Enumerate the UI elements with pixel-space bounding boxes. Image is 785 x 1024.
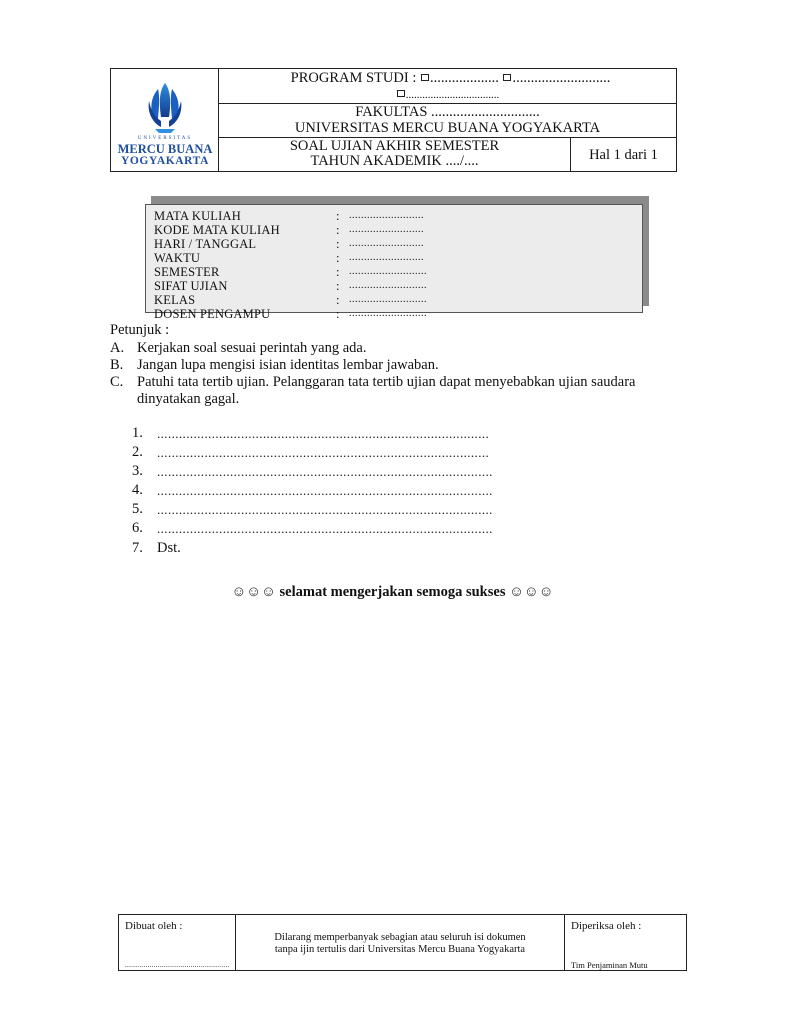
identity-box bbox=[145, 204, 643, 321]
identity-colon: : bbox=[336, 279, 340, 293]
checkbox-square-icon bbox=[503, 74, 511, 81]
question-blank: ........................................................................................... bbox=[157, 445, 490, 460]
document-footer-table bbox=[118, 914, 687, 971]
identity-row-semester bbox=[154, 265, 642, 279]
instruction-text: Jangan lupa mengisi isian identitas lembar jawaban. bbox=[137, 357, 439, 373]
identity-blank: ......................... bbox=[349, 210, 424, 221]
identity-label: HARI / TANGGAL bbox=[154, 237, 257, 251]
universitas-name: UNIVERSITAS MERCU BUANA YOGYAKARTA bbox=[294, 120, 601, 136]
exam-title-row bbox=[219, 138, 676, 171]
instruction-letter: B. bbox=[110, 357, 124, 373]
program-studi-row bbox=[219, 69, 676, 104]
page-count: Hal 1 dari 1 bbox=[589, 147, 658, 163]
document-header-table bbox=[110, 68, 677, 172]
fakultas-line: FAKULTAS .............................. bbox=[355, 104, 540, 120]
identity-label: WAKTU bbox=[154, 251, 201, 265]
identity-blank: .......................... bbox=[349, 280, 427, 291]
identity-row-waktu bbox=[154, 251, 642, 265]
program-studi-line bbox=[219, 71, 676, 86]
exam-title-cell bbox=[219, 138, 571, 171]
question-blank: ............................................................................................ bbox=[157, 502, 493, 517]
exam-title: SOAL UJIAN AKHIR SEMESTER bbox=[289, 138, 500, 154]
identity-blank: ......................... bbox=[349, 224, 424, 235]
identity-label: SEMESTER bbox=[154, 265, 220, 279]
checked-by-label: Diperiksa oleh : bbox=[571, 920, 642, 932]
question-blank: ............................................................................................ bbox=[157, 483, 493, 498]
logo-name-line2: YOGYAKARTA bbox=[120, 155, 210, 167]
question-blank: ............................................................................................ bbox=[157, 464, 493, 479]
quality-team-label: Tim Penjaminan Mutu bbox=[571, 960, 648, 970]
instruction-text: Kerjakan soal sesuai perintah yang ada. bbox=[137, 340, 367, 356]
question-continuation: Dst. bbox=[157, 540, 181, 556]
instruction-letter: C. bbox=[110, 374, 124, 390]
identity-colon: : bbox=[336, 293, 340, 307]
logo-name-line1: MERCU BUANA bbox=[117, 142, 213, 156]
identity-blank: .......................... bbox=[349, 266, 427, 277]
question-number: 4. bbox=[132, 482, 143, 498]
checkbox-square-icon bbox=[397, 90, 405, 97]
identity-blank: ......................... bbox=[349, 238, 424, 249]
prepared-by-cell bbox=[119, 915, 236, 970]
instruction-letter: A. bbox=[110, 340, 125, 356]
identity-row-dosen bbox=[154, 307, 642, 321]
instruction-text-continued: dinyatakan gagal. bbox=[137, 391, 240, 407]
university-logo bbox=[111, 69, 219, 171]
program-studi-line-2 bbox=[219, 88, 676, 103]
prepared-by-label: Dibuat oleh : bbox=[125, 920, 183, 932]
identity-row-kode bbox=[154, 223, 642, 237]
copyright-notice-line2: tanpa ijin tertulis dari Universitas Mercu Buana Yogyakarta bbox=[274, 944, 526, 955]
checked-by-cell bbox=[565, 915, 686, 970]
fakultas-row bbox=[219, 104, 676, 138]
question-number: 6. bbox=[132, 520, 143, 536]
prepared-by-signature-line: ................................................... bbox=[125, 961, 230, 969]
identity-colon: : bbox=[336, 265, 340, 279]
identity-blank: .......................... bbox=[349, 294, 427, 305]
identity-colon: : bbox=[336, 307, 340, 321]
logo-universitas-text: UNIVERSITAS bbox=[137, 136, 193, 141]
identity-label: KELAS bbox=[154, 293, 196, 307]
question-number: 5. bbox=[132, 501, 143, 517]
instruction-text: Patuhi tata tertib ujian. Pelanggaran tata tertib ujian dapat menyebabkan ujian saudara bbox=[137, 374, 636, 390]
identity-row-hari-tanggal bbox=[154, 237, 642, 251]
identity-label: KODE MATA KULIAH bbox=[154, 223, 280, 237]
instructions-title: Petunjuk : bbox=[110, 322, 170, 338]
checkbox-square-icon bbox=[421, 74, 429, 81]
page-count-cell bbox=[571, 138, 676, 171]
question-blank: ........................................................................................... bbox=[157, 426, 490, 441]
identity-label: DOSEN PENGAMPU bbox=[154, 307, 271, 321]
copyright-notice-cell bbox=[236, 915, 565, 970]
identity-blank: .......................... bbox=[349, 308, 427, 319]
identity-row-kelas bbox=[154, 293, 642, 307]
identity-row-sifat-ujian bbox=[154, 279, 642, 293]
prodi-blank-3: .................................. bbox=[405, 89, 500, 101]
question-number: 7. bbox=[132, 540, 143, 556]
identity-label: SIFAT UJIAN bbox=[154, 279, 228, 293]
logo-emblem-icon bbox=[145, 83, 185, 135]
question-blank: ............................................................................................ bbox=[157, 521, 493, 536]
identity-colon: : bbox=[336, 237, 340, 251]
prodi-blank-1: ................... bbox=[429, 70, 499, 86]
copyright-notice-line1: Dilarang memperbanyak sebagian atau seluruh isi dokumen bbox=[274, 932, 526, 943]
closing-message: ☺☺☺ selamat mengerjakan semoga sukses ☺☺☺ bbox=[231, 584, 554, 600]
identity-colon: : bbox=[336, 251, 340, 265]
academic-year: TAHUN AKADEMIK ..../.... bbox=[310, 153, 479, 169]
identity-row-mata-kuliah bbox=[154, 209, 642, 223]
identity-colon: : bbox=[336, 223, 340, 237]
question-number: 3. bbox=[132, 463, 143, 479]
prodi-blank-2: ........................... bbox=[512, 70, 611, 86]
identity-label: MATA KULIAH bbox=[154, 209, 241, 223]
identity-colon: : bbox=[336, 209, 340, 223]
identity-blank: ......................... bbox=[349, 252, 424, 263]
question-number: 1. bbox=[132, 425, 143, 441]
program-studi-label: PROGRAM STUDI : bbox=[290, 70, 417, 86]
question-number: 2. bbox=[132, 444, 143, 460]
